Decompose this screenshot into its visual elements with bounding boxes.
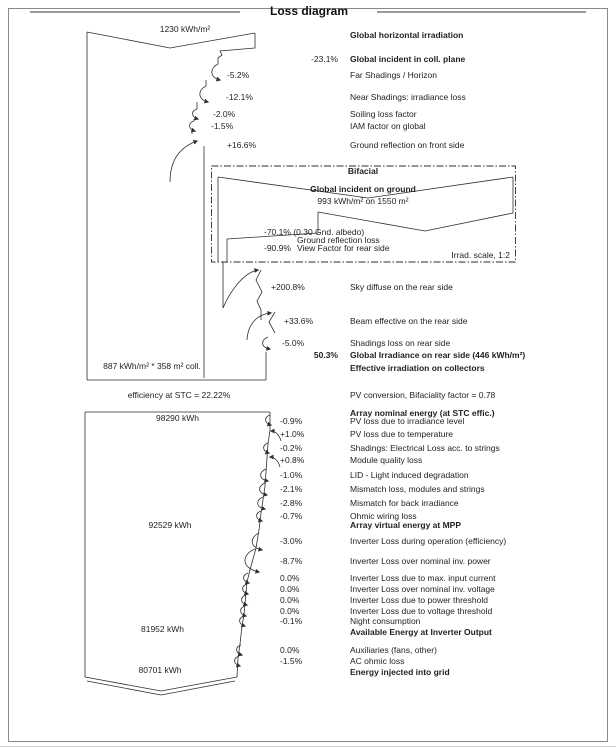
label-lid: LID - Light induced degradation bbox=[350, 470, 469, 480]
arrow-module-quality bbox=[270, 457, 280, 467]
label-ac-ohmic: AC ohmic loss bbox=[350, 656, 405, 666]
label-auxiliaries: Auxiliaries (fans, other) bbox=[350, 645, 437, 655]
label-inverter-efficiency: Inverter Loss during operation (efficiency) bbox=[350, 536, 507, 546]
label-soiling: Soiling loss factor bbox=[350, 109, 417, 119]
pct-inverter-efficiency: -3.0% bbox=[280, 536, 303, 546]
bifacial-ground-value: 993 kWh/m² on 1550 m² bbox=[317, 196, 409, 206]
bifacial-ground-label: Global incident on ground bbox=[310, 184, 416, 194]
arrow-soiling bbox=[193, 109, 198, 119]
arrow-power-threshold bbox=[242, 595, 247, 605]
irradiance-top-value: 1230 kWh/m² bbox=[159, 24, 211, 34]
collector-value: 887 kWh/m² * 358 m² coll. bbox=[103, 361, 201, 371]
label-electrical-shadings: Shadings: Electrical Loss acc. to strings bbox=[350, 443, 500, 453]
label-power-threshold: Inverter Loss due to power threshold bbox=[350, 595, 488, 605]
collector-label: Effective irradiation on collectors bbox=[350, 363, 485, 373]
conversion-label: PV conversion, Bifaciality factor = 0.78 bbox=[350, 390, 496, 400]
pct-global-incident: -23.1% bbox=[311, 54, 338, 64]
pct-near-shadings: -12.1% bbox=[226, 92, 253, 102]
value-array-nominal: 98290 kWh bbox=[156, 413, 199, 423]
label-array-nominal: Array nominal energy (at STC effic.) bbox=[350, 408, 495, 418]
arrow-voltage-threshold bbox=[241, 606, 246, 616]
pct-iam: -1.5% bbox=[211, 121, 234, 131]
value-energy-grid: 80701 kWh bbox=[138, 665, 182, 675]
label-shadings-rear: Shadings loss on rear side bbox=[350, 338, 451, 348]
pct-global-rear-total: 50.3% bbox=[313, 350, 338, 360]
value-available-inverter: 81952 kWh bbox=[141, 624, 184, 634]
label-mismatch-back: Mismatch for back irradiance bbox=[350, 498, 459, 508]
arrow-sky-diffuse-rear bbox=[223, 270, 258, 308]
bifacial-scale-note: Irrad. scale, 1:2 bbox=[451, 250, 510, 260]
pct-far-shadings: -5.2% bbox=[227, 70, 250, 80]
label-module-quality: Module quality loss bbox=[350, 455, 423, 465]
pct-mismatch: -2.1% bbox=[280, 484, 303, 494]
pct-ground-reflection: +16.6% bbox=[227, 140, 257, 150]
pct-mismatch-back: -2.8% bbox=[280, 498, 303, 508]
label-energy-grid: Energy injected into grid bbox=[350, 667, 450, 677]
bifacial-view-factor-label: View Factor for rear side bbox=[297, 243, 390, 253]
label-global-horizontal: Global horizontal irradiation bbox=[350, 30, 464, 40]
arrow-mismatch bbox=[260, 483, 267, 495]
arrow-lid bbox=[261, 469, 268, 481]
irradiance-funnel-outline bbox=[87, 32, 275, 380]
label-sky-diffuse-rear: Sky diffuse on the rear side bbox=[350, 282, 453, 292]
arrow-ac-ohmic bbox=[235, 656, 240, 666]
label-array-mpp: Array virtual energy at MPP bbox=[350, 520, 462, 530]
label-inverter-current: Inverter Loss due to max. input current bbox=[350, 573, 496, 583]
value-array-mpp: 92529 kWh bbox=[148, 520, 192, 530]
pct-ohmic: -0.7% bbox=[280, 511, 303, 521]
pct-sky-diffuse-rear: +200.8% bbox=[271, 282, 305, 292]
arrow-beam-rear bbox=[247, 313, 271, 340]
bifacial-albedo-row: -70.1% (0.30 Gnd. albedo) bbox=[264, 227, 365, 237]
arrow-far-shadings bbox=[212, 64, 220, 80]
arrow-night-consumption bbox=[240, 616, 245, 626]
energy-funnel-outline bbox=[85, 412, 270, 695]
arrow-ground-reflection bbox=[170, 141, 197, 182]
arrow-mismatch-back bbox=[258, 497, 265, 509]
pct-night-consumption: -0.1% bbox=[280, 616, 303, 626]
arrow-inverter-voltage bbox=[243, 584, 248, 594]
pct-shadings-rear: -5.0% bbox=[282, 338, 305, 348]
pct-voltage-threshold: 0.0% bbox=[280, 606, 300, 616]
pct-inverter-voltage: 0.0% bbox=[280, 584, 300, 594]
pct-module-quality: +0.8% bbox=[280, 455, 305, 465]
pct-inverter-current: 0.0% bbox=[280, 573, 300, 583]
arrow-iam bbox=[190, 121, 195, 131]
label-irradiance-level: PV loss due to irradiance level bbox=[350, 416, 465, 426]
label-night-consumption: Night consumption bbox=[350, 616, 421, 626]
pct-lid: -1.0% bbox=[280, 470, 303, 480]
pct-ac-ohmic: -1.5% bbox=[280, 656, 303, 666]
label-near-shadings: Near Shadings: irradiance loss bbox=[350, 92, 466, 102]
pct-irradiance-level: -0.9% bbox=[280, 416, 303, 426]
arrow-near-shadings bbox=[200, 86, 208, 102]
arrow-inverter-overpower bbox=[245, 549, 259, 572]
bifacial-view-factor-pct: -90.9% bbox=[264, 243, 291, 253]
label-ground-reflection: Ground reflection on front side bbox=[350, 140, 465, 150]
pct-temperature: +1.0% bbox=[280, 429, 305, 439]
label-ohmic: Ohmic wiring loss bbox=[350, 511, 417, 521]
label-voltage-threshold: Inverter Loss due to voltage threshold bbox=[350, 606, 493, 616]
bifacial-box-title: Bifacial bbox=[347, 166, 379, 176]
pct-electrical-shadings: -0.2% bbox=[280, 443, 303, 453]
pct-power-threshold: 0.0% bbox=[280, 595, 300, 605]
bifacial-ground-reflection-label: Ground reflection loss bbox=[297, 235, 380, 245]
label-temperature: PV loss due to temperature bbox=[350, 429, 454, 439]
label-beam-rear: Beam effective on the rear side bbox=[350, 316, 468, 326]
label-global-rear-total: Global Irradiance on rear side (446 kWh/m²) bbox=[350, 350, 526, 360]
pct-soiling: -2.0% bbox=[213, 109, 236, 119]
conversion-value: efficiency at STC = 22.22% bbox=[127, 390, 231, 400]
label-far-shadings: Far Shadings / Horizon bbox=[350, 70, 437, 80]
label-available-inverter: Available Energy at Inverter Output bbox=[350, 627, 492, 637]
label-iam: IAM factor on global bbox=[350, 121, 426, 131]
label-mismatch: Mismatch loss, modules and strings bbox=[350, 484, 485, 494]
label-global-incident: Global incident in coll. plane bbox=[350, 54, 466, 64]
pct-beam-rear: +33.6% bbox=[284, 316, 314, 326]
arrow-shadings-rear bbox=[263, 337, 270, 349]
pct-inverter-overpower: -8.7% bbox=[280, 556, 303, 566]
pct-auxiliaries: 0.0% bbox=[280, 645, 300, 655]
label-inverter-overpower: Inverter Loss over nominal inv. power bbox=[350, 556, 491, 566]
page-title: Loss diagram bbox=[269, 4, 349, 18]
label-inverter-voltage: Inverter Loss over nominal inv. voltage bbox=[350, 584, 495, 594]
